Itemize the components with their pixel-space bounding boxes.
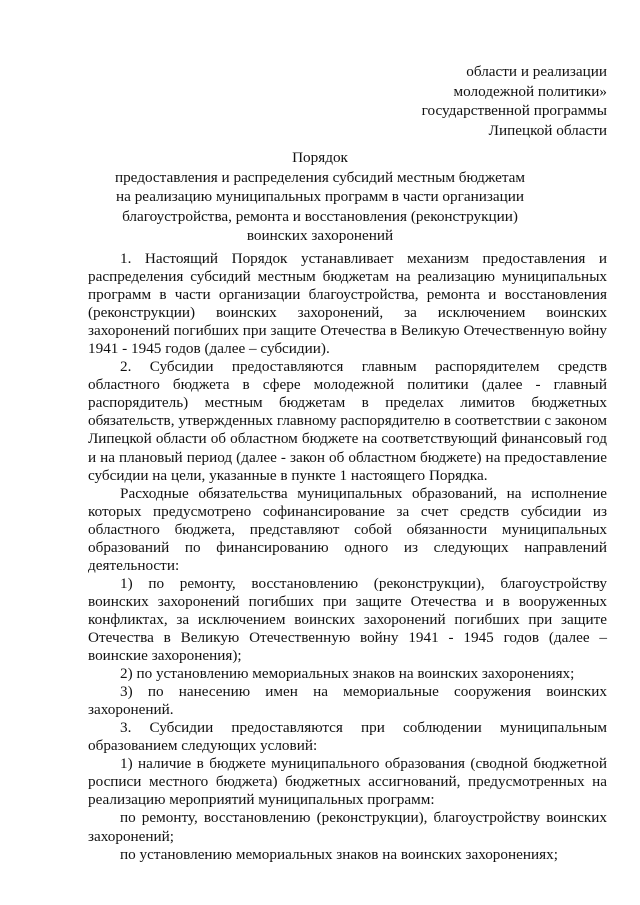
condition-item-1: 1) наличие в бюджете муниципального образования (сводной бюджетной росписи местного бюджета) бюджетных ассигнований, предусмотренных на реализацию мероприятий муниципальных программ: — [88, 755, 607, 809]
sub-item-memorial-signs: по установлению мемориальных знаков на воинских захоронениях; — [120, 845, 558, 863]
paragraph-obligations: Расходные обязательства муниципальных образований, на исполнение которых предусмотрено софинансирование за счет средств субсидии из областного бюджета, представляют собой обязанности муниципальных образований по финансированию одного из следующих направлений деятельности: — [88, 484, 607, 574]
document-body — [88, 250, 607, 864]
paragraph-1: 1. Настоящий Порядок устанавливает механизм предоставления и распределения субсидий местным бюджетам на реализацию муниципальных программ в части организации благоустройства, ремонта и восстановления (реконструкции) воинских захоронений, за исключением воинских захоронений погибших при защите Отечества в Великую Отечественную войну 1941 - 1945 годов (далее – субсидии). — [88, 250, 607, 358]
title-line: предоставления и распределения субсидий местным бюджетам — [114, 168, 526, 186]
document-title — [110, 148, 530, 246]
header-line: области и реализации — [466, 63, 607, 80]
approval-header — [422, 62, 607, 140]
header-line: Липецкой области — [488, 121, 607, 139]
paragraph-2: 2. Субсидии предоставляются главным распорядителем средств областного бюджета в сфере молодежной политики (далее - главный распорядитель) местным бюджетам в пределах лимитов бюджетных обязательств, утвержденных главному распорядителю в соответствии с законом Липецкой области об областном бюджете на соответствующий финансовый год и на плановый период (далее - закон об областном бюджете) на предоставление субсидии на цели, указанные в пункте 1 настоящего Порядка. — [88, 358, 607, 484]
title-line: Порядок — [292, 149, 348, 166]
paragraph-3: 3. Субсидии предоставляются при соблюдении муниципальным образованием следующих условий: — [88, 719, 607, 755]
title-line: воинских захоронений — [246, 227, 394, 244]
list-item-1: 1) по ремонту, восстановлению (реконструкции), благоустройству воинских захоронений погибших при защите Отечества и в вооруженных конфликтах, за исключением воинских захоронений погибших при защите Отечества в Великую Отечественную войну 1941 - 1945 годов (далее – воинские захоронения); — [88, 574, 607, 665]
header-line: молодежной политики» — [453, 82, 607, 100]
title-line: благоустройства, ремонта и восстановления (реконструкции) — [122, 207, 518, 225]
sub-item-repair: по ремонту, восстановлению (реконструкции), благоустройству воинских захоронений; — [88, 809, 607, 845]
list-item-3: 3) по нанесению имен на мемориальные сооружения воинских захоронений. — [88, 683, 607, 719]
list-item-2: 2) по установлению мемориальных знаков на воинских захоронениях; — [120, 665, 575, 683]
header-line: государственной программы — [421, 102, 607, 119]
title-line: на реализацию муниципальных программ в части организации — [116, 188, 524, 205]
